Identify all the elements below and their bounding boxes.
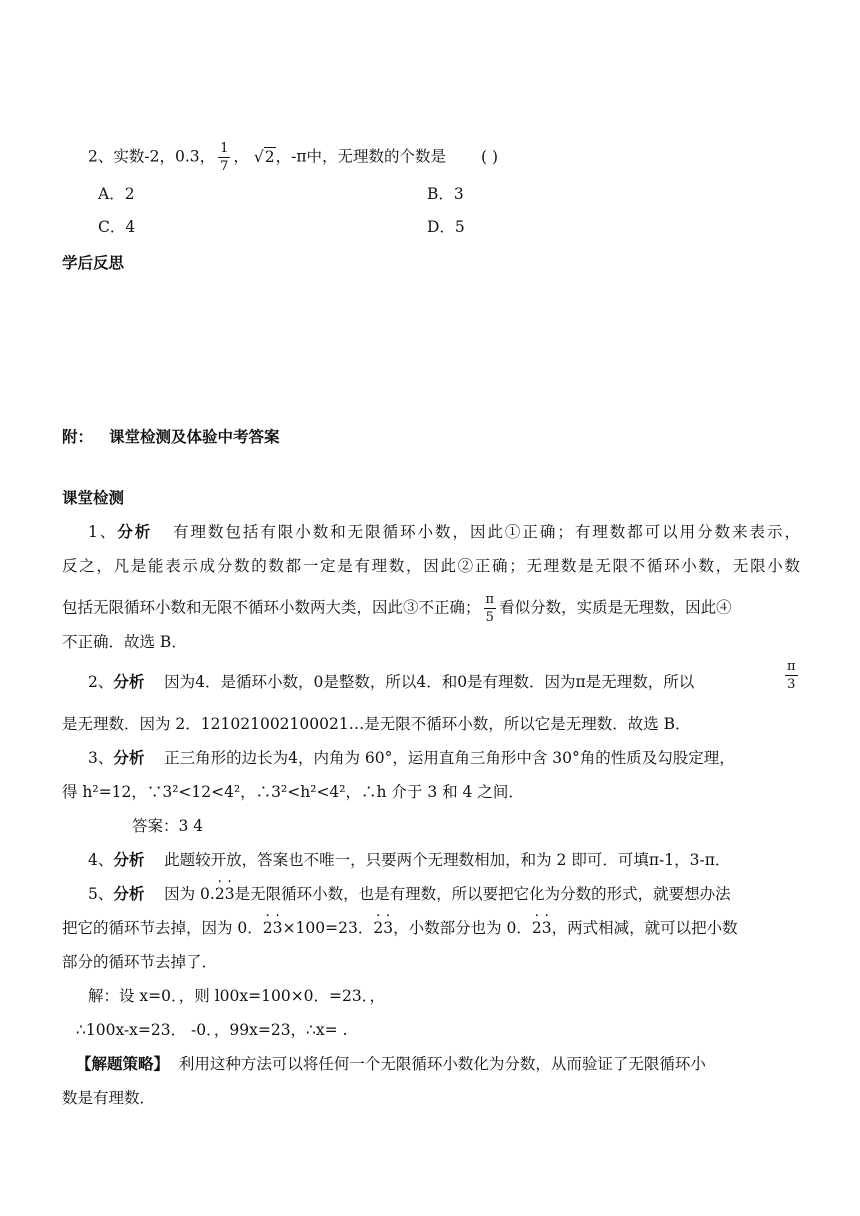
answer-5-line-3: 部分的循环节去掉了． bbox=[62, 953, 218, 971]
answer-3-result: 答案：3 4 bbox=[132, 817, 204, 835]
strategy-tag: 【解题策略】 bbox=[76, 1055, 170, 1073]
answer-3-line-1: 3、分析 正三角形的边长为4，内角为 60°，运用直角三角形中含 30°角的性质及勾股定理， bbox=[88, 749, 735, 767]
option-a: A．2 bbox=[98, 185, 135, 203]
question-2: 2、实数-2，0.3， $\frac{1}{7}$ ， √2，-π中，无理数的个数是 ( ) bbox=[88, 141, 499, 174]
strategy-line-1: 【解题策略】 利用这种方法可以将任何一个无限循环小数化为分数，从而验证了无限循环小 bbox=[76, 1055, 706, 1073]
reflection-heading: 学后反思 bbox=[62, 254, 125, 272]
option-d: D．5 bbox=[427, 218, 465, 236]
answer-1-line-1: 1、分析 有理数包括有限小数和无限循环小数，因此①正确；有理数都可以用分数来表示， bbox=[88, 523, 800, 541]
sqrt-two: √2 bbox=[253, 147, 275, 166]
analysis-tag: 分析 bbox=[113, 851, 145, 869]
strategy-line-2: 数是有理数． bbox=[62, 1089, 156, 1107]
repeating-digit: · 2 bbox=[532, 918, 542, 938]
repeating-digit: · 3 bbox=[225, 884, 235, 904]
section-heading: 课堂检测 bbox=[62, 489, 125, 507]
fraction-one-seventh: $\frac{1}{7}$ bbox=[220, 141, 229, 174]
repeating-digit: · 3 bbox=[383, 918, 393, 938]
answer-5-line-1: 5、分析 因为 0.· 2· 3是无限循环小数，也是有理数，所以要把它化为分数的形式，就要想办法 bbox=[88, 884, 731, 904]
answer-2-line-1: 2、分析 因为4．是循环小数，0是整数，所以4．和0是有理数．因为π是无理数，所以 bbox=[88, 673, 695, 691]
analysis-tag: 分析 bbox=[113, 749, 145, 767]
option-b: B．3 bbox=[427, 185, 464, 203]
fraction-pi-over-5: $\frac{\pi}{5}$ bbox=[485, 592, 495, 625]
analysis-tag: 分析 bbox=[113, 673, 145, 691]
analysis-tag: 分析 bbox=[113, 885, 145, 903]
appendix-heading: 附： 课堂检测及体验中考答案 bbox=[62, 428, 280, 446]
answer-paren: ( ) bbox=[481, 147, 499, 166]
solution-line-1: 解：设 x=0．，则 l00x=100×0．=23．， bbox=[88, 987, 385, 1005]
answer-1-line-3: 包括无限循环小数和无限不循环小数两大类，因此③不正确； $\frac{\pi}{5}$ 看似分数，实质是无理数，因此④ bbox=[62, 592, 732, 625]
answer-2-line-2: 是无理数．因为 2．121021002100021…是无限不循环小数，所以它是无理数．故选 B． bbox=[62, 715, 691, 733]
option-c: C．4 bbox=[98, 218, 136, 236]
question-2-suffix: ，-π中，无理数的个数是 bbox=[275, 147, 447, 166]
answer-4-line-1: 4、分析 此题较开放，答案也不唯一，只要两个无理数相加，和为 2 即可．可填π-1，3-π． bbox=[88, 851, 731, 869]
repeating-digit: · 3 bbox=[542, 918, 552, 938]
answer-1-line-4: 不正确．故选 B． bbox=[62, 633, 187, 651]
repeating-digit: · 2 bbox=[215, 884, 225, 904]
repeating-digit: · 2 bbox=[373, 918, 383, 938]
repeating-digit: · 3 bbox=[273, 918, 283, 938]
repeating-digit: · 2 bbox=[263, 918, 273, 938]
answer-3-line-2: 得 h²=12，∵3²<12<4²，∴3²<h²<4²，∴h 介于 3 和 4 之间． bbox=[62, 783, 524, 801]
question-2-prefix: 2、实数-2，0.3， bbox=[88, 147, 216, 166]
answer-5-line-2: 把它的循环节去掉，因为 0．· 2· 3×100=23．· 2· 3，小数部分也为 0．· 2· 3，两式相减，就可以把小数 bbox=[62, 918, 738, 938]
fraction-pi-over-3: $\frac{\pi}{3}$ bbox=[787, 659, 796, 692]
analysis-tag: 分析 bbox=[117, 523, 153, 541]
answer-1-line-2: 反之，凡是能表示成分数的数都一定是有理数，因此②正确；无理数是无限不循环小数，无限小数 bbox=[62, 557, 800, 575]
solution-line-2: ∴100x-x=23． -0．，99x=23，∴x= . bbox=[76, 1021, 348, 1039]
